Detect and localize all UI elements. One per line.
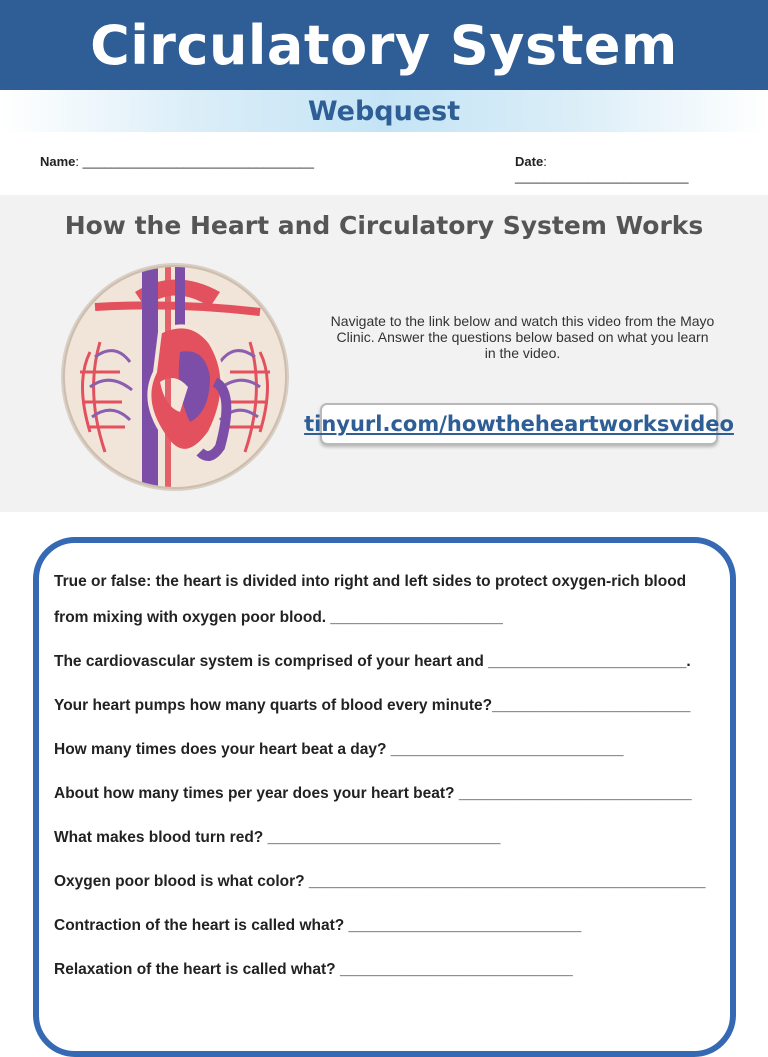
name-field[interactable] xyxy=(40,154,314,169)
question-8[interactable]: Contraction of the heart is called what? ___________________________ xyxy=(54,917,582,934)
question-6[interactable]: What makes blood turn red? ___________________________ xyxy=(54,829,501,846)
question-7[interactable]: Oxygen poor blood is what color? ______________________________________________ xyxy=(54,873,706,890)
video-panel xyxy=(0,195,768,512)
page-title: Circulatory System xyxy=(90,13,678,77)
heart-illustration xyxy=(60,262,290,492)
date-label: Date xyxy=(515,154,544,169)
question-5[interactable]: About how many times per year does your heart beat? ___________________________ xyxy=(54,785,692,802)
page-subtitle: Webquest xyxy=(307,95,461,127)
question-1-line-2[interactable]: from mixing with oxygen poor blood. ____________________ xyxy=(54,609,503,626)
name-blank: : ________________________________ xyxy=(75,154,315,169)
name-label: Name xyxy=(40,154,76,169)
question-9[interactable]: Relaxation of the heart is called what? ___________________________ xyxy=(54,961,573,978)
question-3[interactable]: Your heart pumps how many quarts of blood every minute?_______________________ xyxy=(54,697,691,714)
subtitle-bar xyxy=(0,90,768,132)
name-date-row xyxy=(40,154,718,184)
question-2[interactable]: The cardiovascular system is comprised of your heart and _______________________. xyxy=(54,653,691,670)
question-1-line-1: True or false: the heart is divided into right and left sides to protect oxygen-rich blood xyxy=(54,573,687,590)
video-title: How the Heart and Circulatory System Works xyxy=(64,211,704,240)
date-field[interactable] xyxy=(515,154,718,184)
title-banner xyxy=(0,0,768,90)
video-instructions: Navigate to the link below and watch this video from the Mayo Clinic. Answer the questions below based on what you learn in the video. xyxy=(330,313,715,361)
date-blank: : ________________________ xyxy=(515,154,689,184)
question-4[interactable]: How many times does your heart beat a day? ___________________________ xyxy=(54,741,624,758)
video-link-button[interactable]: tinyurl.com/howtheheartworksvideo xyxy=(320,403,718,445)
